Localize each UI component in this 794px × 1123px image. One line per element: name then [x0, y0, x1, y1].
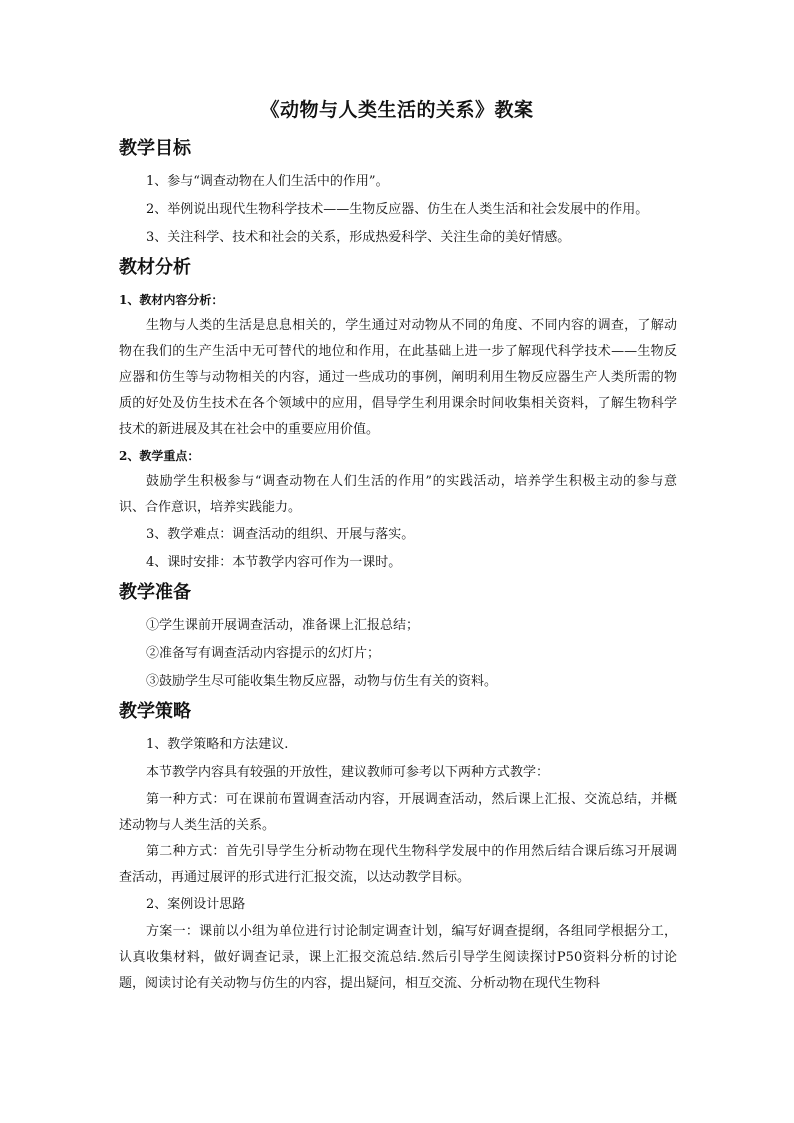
class-schedule: 4、课时安排：本节教学内容可作为一课时。	[146, 555, 402, 570]
goal-item-2: 2、举例说出现代生物科学技术——生物反应器、仿生在人类生活和社会发展中的作用。	[146, 202, 649, 217]
goal-item-3: 3、关注科学、技术和社会的关系，形成热爱科学、关注生命的美好情感。	[146, 230, 571, 245]
teaching-difficulty: 3、教学难点：调查活动的组织、开展与落实。	[146, 527, 415, 542]
goal-item-1: 1、参与“调查动物在人们生活中的作用”。	[146, 174, 389, 189]
teaching-focus-heading: 2、教学重点：	[119, 449, 200, 463]
section-heading-goals: 教学目标	[119, 138, 191, 159]
preparation-item-3: ③鼓励学生尽可能收集生物反应器，动物与仿生有关的资料。	[146, 674, 498, 689]
preparation-item-1: ①学生课前开展调查活动，准备课上汇报总结；	[146, 618, 420, 633]
strategy-item-2: 2、案例设计思路	[146, 897, 246, 912]
document-body	[119, 136, 677, 997]
section-heading-analysis: 教材分析	[119, 257, 191, 278]
strategy-item-1: 1、教学策略和方法建议.	[146, 737, 289, 752]
content-analysis-heading: 1、教材内容分析：	[119, 293, 224, 307]
section-heading-preparation: 教学准备	[119, 582, 191, 603]
teaching-focus-paragraph: 鼓励学生积极参与“调查动物在人们生活的作用”的实践活动，培养学生积极主动的参与意识、合作意识，培养实践能力。	[119, 474, 677, 515]
preparation-item-2: ②准备写有调查活动内容提示的幻灯片；	[146, 646, 381, 661]
document-title: 《动物与人类生活的关系》教案	[260, 99, 534, 121]
strategy-intro: 本节教学内容具有较强的开放性，建议教师可参考以下两种方式教学：	[146, 765, 550, 780]
strategy-way-1: 第一种方式：可在课前布置调查活动内容，开展调查活动，然后课上汇报、交流总结，并概述动物与人类生活的关系。	[119, 792, 677, 833]
content-analysis-paragraph: 生物与人类的生活是息息相关的，学生通过对动物从不同的角度、不同内容的调查，了解动物在我们的生产生活中无可替代的地位和作用，在此基础上进一步了解现代科学技术——生物反应器和仿生等与动物相关的内容，通过一些成功的事例，阐明利用生物反应器生产人类所需的物质的好处及仿生技术在各个领域中的应用，倡导学生利用课余时间收集相关资料，了解生物科学技术的新进展及其在社会中的重要应用价值。	[119, 318, 677, 437]
strategy-plan-1: 方案一：课前以小组为单位进行讨论制定调查计划，编写好调查提纲，各组同学根据分工，认真收集材料，做好调查记录，课上汇报交流总结.然后引导学生阅读探讨P50资料分析的讨论题，阅读讨论有关动物与仿生的内容，提出疑问，相互交流、分析动物在现代生物科	[119, 924, 677, 991]
section-heading-strategy: 教学策略	[119, 701, 191, 722]
strategy-way-2: 第二种方式：首先引导学生分析动物在现代生物科学发展中的作用然后结合课后练习开展调查活动，再通过展评的形式进行汇报交流，以达动教学目标。	[119, 844, 677, 885]
